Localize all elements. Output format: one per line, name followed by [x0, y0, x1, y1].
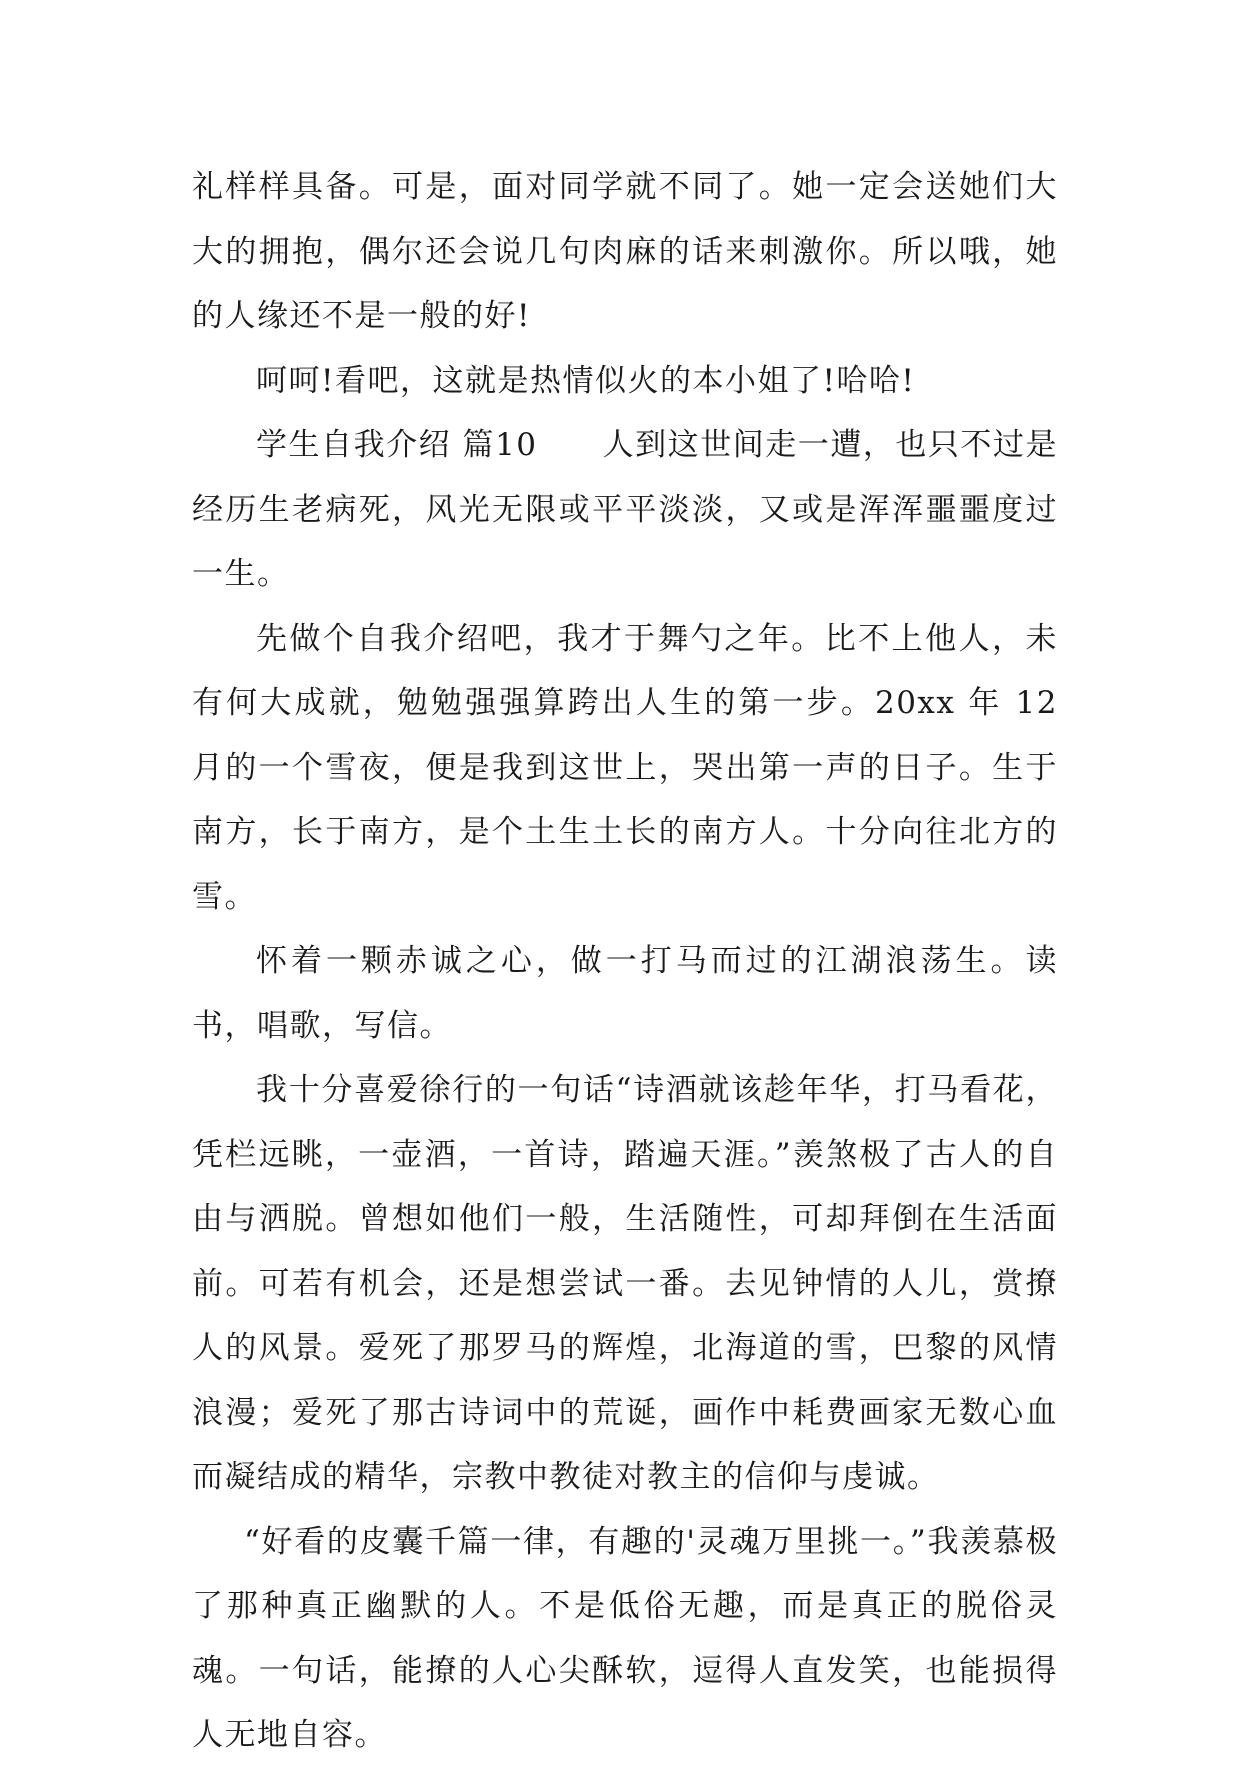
paragraph-soul-quote: “好看的皮囊千篇一律，有趣的'灵魂万里挑一。”我羡慕极了那种真正幽默的人。不是低俗无趣，而是真正的脱俗灵魂。一句话，能撩的人心尖酥软，逗得人直发笑，也能损得人无地自容。: [192, 1523, 1058, 1753]
paragraph-ambition: 怀着一颗赤诚之心，做一打马而过的江湖浪荡生。读书，唱歌，写信。: [192, 943, 1058, 1044]
paragraph-favorite-quote: 我十分喜爱徐行的一句话“诗酒就该趁年华，打马看花，凭栏远眺，一壶酒，一首诗，踏遍天涯。”羡煞极了古人的自由与洒脱。曾想如他们一般，生活随性，可却拜倒在生活面前。可若有机会，还是想尝试一番。去见钟情的人儿，赏撩人的风景。爱死了那罗马的辉煌，北海道的雪，巴黎的风情浪漫；爱死了那古诗词中的荒诞，画作中耗费画家无数心血而凝结成的精华，宗教中教徒对教主的信仰与虔诚。: [192, 1072, 1058, 1495]
paragraph-exclamation: 呵呵!看吧，这就是热情似火的本小姐了!哈哈!: [256, 362, 916, 399]
paragraph-section-heading: 学生自我介绍 篇10 人到这世间走一遭，也只不过是经历生老病死，风光无限或平平淡淡，又或是浑浑噩噩度过一生。: [192, 427, 1058, 592]
document-body: [192, 155, 1058, 1768]
paragraph-continuation: 礼样样具备。可是，面对同学就不同了。她一定会送她们大大的拥抱，偶尔还会说几句肉麻的话来刺激你。所以哦，她的人缘还不是一般的好!: [192, 169, 1058, 334]
paragraph-self-intro: 先做个自我介绍吧，我才于舞勺之年。比不上他人，未有何大成就，勉勉强强算跨出人生的第一步。20xx 年 12 月的一个雪夜，便是我到这世上，哭出第一声的日子。生于南方，长于南方，是个土生土长的南方人。十分向往北方的雪。: [192, 620, 1058, 915]
